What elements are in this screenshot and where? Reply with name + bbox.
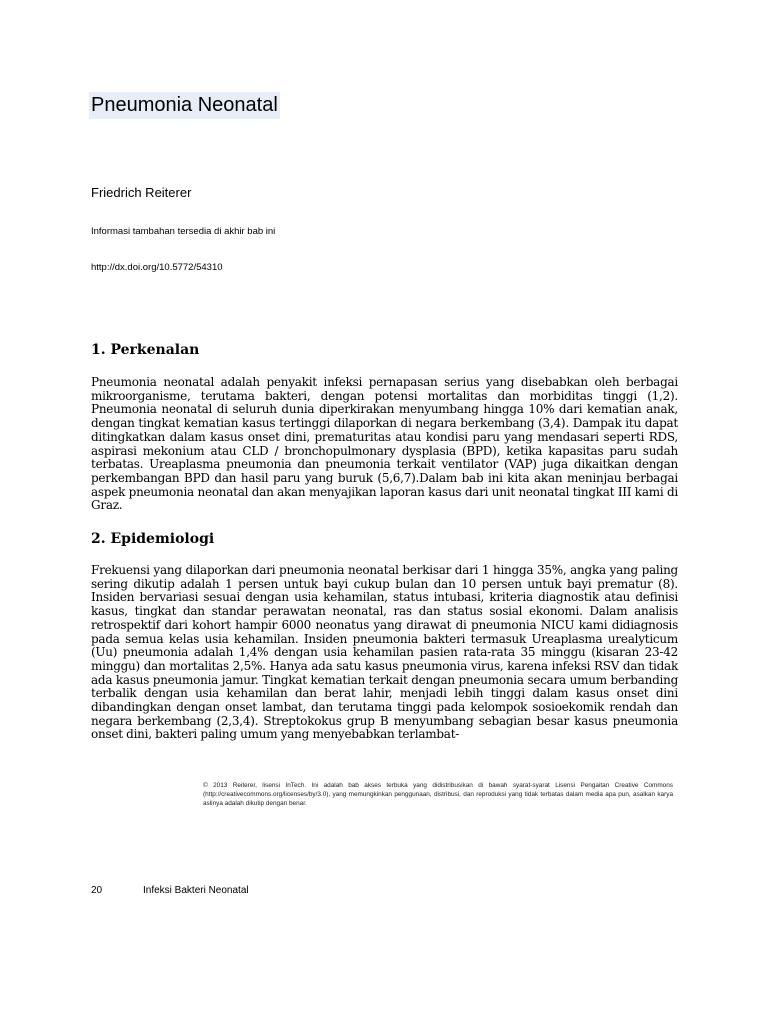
title-highlight xyxy=(89,92,280,119)
license-footnote: © 2013 Reiterer, lisensi InTech. Ini adalah bab akses terbuka yang didistribusikan di bawah syarat-syarat Lisensi Pengaitan Creative Commons (http://creativecommons.org/licenses/by/3.0), yang memungkinkan penggunaan, distribusi, dan reproduksi yang tidak terbatas dalam media apa pun, asalkan karya aslinya adalah dikutip dengan benar. xyxy=(203,782,673,808)
section-paragraph-epidemiology: Frekuensi yang dilaporkan dari pneumonia neonatal berkisar dari 1 hingga 35%, angka yang paling sering dikutip adalah 1 persen untuk bayi cukup bulan dan 10 persen untuk bayi prematur (8). Insiden bervariasi sesuai dengan usia kehamilan, status intubasi, kriteria diagnostik atau definisi kasus, tingkat dan standar perawatan neonatal, ras dan status sosial ekonomi. Dalam analisis retrospektif dari kohort hampir 6000 neonatus yang dirawat di pneumonia NICU kami didiagnosis pada semua kelas usia kehamilan. Insiden pneumonia bakteri termasuk Ureaplasma urealyticum (Uu) pneumonia adalah 1,4% dengan usia kehamilan pasien rata-rata 35 minggu (kisaran 23-42 minggu) dan mortalitas 2,5%. Hanya ada satu kasus pneumonia virus, karena infeksi RSV dan tidak ada kasus pneumonia jamur. Tingkat kematian terkait dengan pneumonia secara umum berbanding terbalik dengan usia kehamilan dan berat lahir, menjadi lebih tinggi dalam kasus onset dini dibandingkan dengan onset lambat, dan terutama tinggi pada kelompok sosioekomik rendah dan negara berkembang (2,3,4). Streptokokus grup B menyumbang sebagian besar kasus pneumonia onset dini, bakteri paling umum yang menyebabkan terlambat- xyxy=(91,563,678,742)
author-name: Friedrich Reiterer xyxy=(91,185,192,200)
doi-link[interactable]: http://dx.doi.org/10.5772/54310 xyxy=(91,262,223,273)
running-title: Infeksi Bakteri Neonatal xyxy=(143,885,249,896)
section-paragraph-introduction: Pneumonia neonatal adalah penyakit infeksi pernapasan serius yang disebabkan oleh berbagai mikroorganisme, terutama bakteri, dengan potensi mortalitas dan morbiditas tinggi (1,2). Pneumonia neonatal di seluruh dunia diperkirakan menyumbang hingga 10% dari kematian anak, dengan tingkat kematian kasus tertinggi dilaporkan di negara berkembang (3,4). Dampak itu dapat ditingkatkan dalam kasus onset dini, prematuritas atau kondisi paru yang mendasari seperti RDS, aspirasi mekonium atau CLD / bronchopulmonary dysplasia (BPD), ketika kapasitas paru sudah terbatas. Ureaplasma pneumonia dan pneumonia terkait ventilator (VAP) juga dikaitkan dengan perkembangan BPD dan hasil paru yang buruk (5,6,7).Dalam bab ini kita akan meninjau berbagai aspek pneumonia neonatal dan akan menyajikan laporan kasus dari unit neonatal tingkat III kami di Graz. xyxy=(91,375,678,513)
additional-info-note: Informasi tambahan tersedia di akhir bab ini xyxy=(91,226,276,237)
page-title: Pneumonia Neonatal xyxy=(91,94,278,116)
section-heading-epidemiology: 2. Epidemiologi xyxy=(91,531,215,547)
section-heading-introduction: 1. Perkenalan xyxy=(91,342,200,358)
page-number: 20 xyxy=(91,885,103,896)
